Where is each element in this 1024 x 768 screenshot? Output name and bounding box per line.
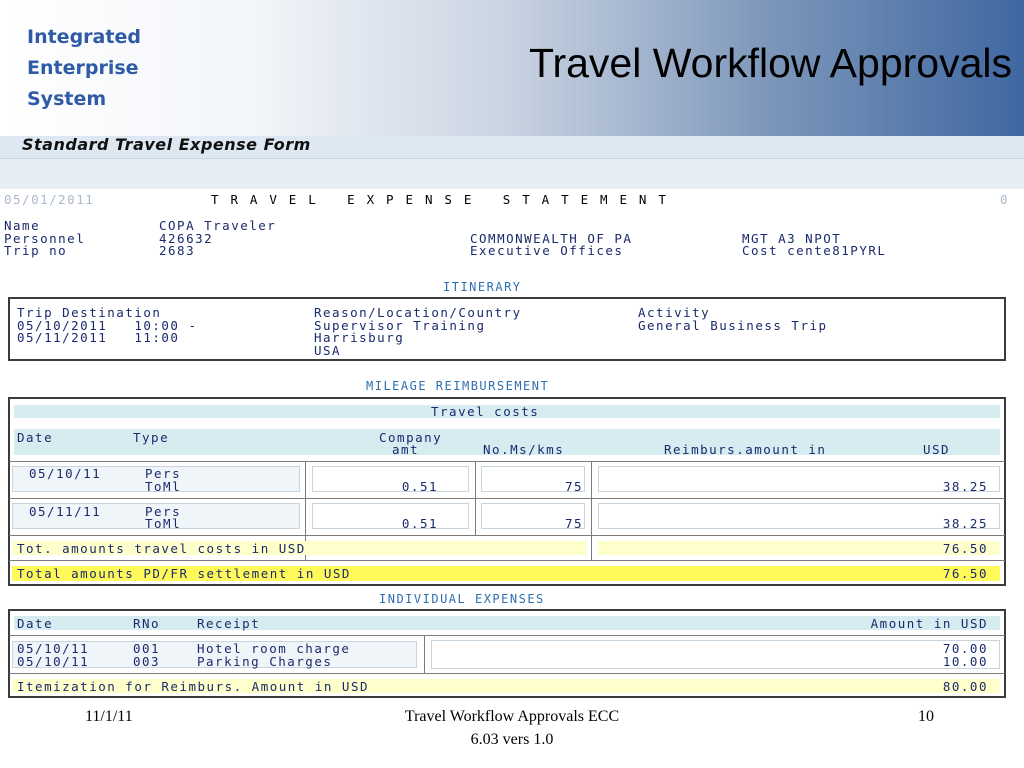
- expense-row-receipt: Hotel room charge: [197, 641, 351, 656]
- divider: [9, 535, 1005, 536]
- name-label: Name: [4, 218, 41, 233]
- expense-row-date: 05/10/11: [17, 641, 90, 656]
- itinerary-end: 05/11/2011 11:00: [17, 330, 180, 345]
- itinerary-header-activity: Activity: [638, 305, 711, 320]
- org-name: COMMONWEALTH OF PA: [470, 231, 633, 246]
- itinerary-location: Harrisburg: [314, 330, 405, 345]
- org-code: MGT A3 NPOT: [742, 231, 842, 246]
- expense-amount-value: 70.00: [942, 641, 988, 656]
- mileage-header-date: Date: [17, 430, 54, 445]
- mileage-header-type: Type: [133, 430, 170, 445]
- divider: [9, 673, 1005, 674]
- slide-title: Travel Workflow Approvals: [528, 40, 1012, 86]
- reimb-amount-value: 38.25: [942, 479, 988, 494]
- form-title: Standard Travel Expense Form: [22, 135, 311, 154]
- itinerary-header-destination: Trip Destination: [17, 305, 162, 320]
- mileage-header-reimb: Reimburs.amount in: [664, 442, 827, 457]
- kms-value: 75: [564, 479, 583, 494]
- mileage-row-date: 05/11/11: [29, 504, 102, 519]
- settlement-total-label: Total amounts PD/FR settlement in USD: [17, 566, 351, 581]
- kms-value: 75: [564, 516, 583, 531]
- expense-row-rno: 003: [133, 654, 161, 669]
- itinerary-country: USA: [314, 343, 342, 358]
- expense-amount-value: 10.00: [942, 654, 988, 669]
- mileage-row-type: Pers: [145, 466, 182, 481]
- mileage-header-currency: USD: [923, 442, 951, 457]
- itinerary-activity: General Business Trip: [638, 318, 828, 333]
- footer-center-line2: 6.03 vers 1.0: [470, 731, 554, 748]
- statement-title: T R A V E L E X P E N S E S T A T E M E N T: [211, 192, 669, 207]
- expense-row-receipt: Parking Charges: [197, 654, 333, 669]
- mileage-header-amt: amt: [392, 442, 420, 457]
- expenses-header-amount: Amount in USD: [870, 616, 988, 631]
- mileage-row-type: Pers: [145, 504, 182, 519]
- footer-center-line1: Travel Workflow Approvals ECC: [404, 708, 620, 725]
- mileage-row-subtype: ToMl: [145, 479, 182, 494]
- statement-strip: [0, 159, 1024, 189]
- statement-right: 0: [1000, 192, 1010, 207]
- travel-costs-label: Travel costs: [431, 404, 540, 419]
- expense-row-date: 05/10/11: [17, 654, 90, 669]
- divider: [9, 498, 1005, 499]
- divider: [9, 560, 1005, 561]
- mileage-row-subtype: ToMl: [145, 516, 182, 531]
- department: Executive Offices: [470, 243, 624, 258]
- itinerary-title: ITINERARY: [443, 280, 522, 294]
- itemization-value: 80.00: [942, 679, 988, 694]
- footer-date: 11/1/11: [85, 708, 133, 725]
- trip-no-label: Trip no: [4, 243, 68, 258]
- mileage-header-kms: No.Ms/kms: [483, 442, 565, 457]
- expenses-header-rno: RNo: [133, 616, 161, 631]
- itinerary-reason: Supervisor Training: [314, 318, 486, 333]
- divider: [591, 461, 592, 560]
- itinerary-start: 05/10/2011 10:00 -: [17, 318, 198, 333]
- divider: [9, 635, 1005, 636]
- reimb-amount-value: 38.25: [942, 516, 988, 531]
- form-header-bar: [0, 136, 1024, 159]
- expense-row-rno: 001: [133, 641, 161, 656]
- logo-line: Integrated: [27, 26, 141, 48]
- mileage-header-company: Company: [379, 430, 443, 445]
- mileage-title: MILEAGE REIMBURSEMENT: [366, 379, 550, 393]
- travel-costs-total-label: Tot. amounts travel costs in USD: [17, 541, 306, 556]
- statement-date: 05/01/2011: [4, 192, 95, 207]
- name-value: COPA Traveler: [159, 218, 277, 233]
- cost-center: Cost cente81PYRL: [742, 243, 887, 258]
- company-amt-value: 0.51: [401, 516, 438, 531]
- itinerary-header-reason: Reason/Location/Country: [314, 305, 522, 320]
- logo-line: Enterprise: [27, 57, 139, 79]
- divider: [9, 461, 1005, 462]
- expenses-header-receipt: Receipt: [197, 616, 261, 631]
- itemization-label: Itemization for Reimburs. Amount in USD: [17, 679, 369, 694]
- travel-costs-total-value: 76.50: [942, 541, 988, 556]
- company-amt-value: 0.51: [401, 479, 438, 494]
- settlement-total-value: 76.50: [942, 566, 988, 581]
- footer-page-number: 10: [918, 708, 934, 725]
- trip-no-value: 2683: [159, 243, 196, 258]
- personnel-value: 426632: [159, 231, 214, 246]
- logo: [27, 22, 141, 115]
- expenses-header-date: Date: [17, 616, 54, 631]
- logo-line: System: [27, 88, 107, 110]
- personnel-label: Personnel: [4, 231, 86, 246]
- divider: [424, 635, 425, 673]
- mileage-row-date: 05/10/11: [29, 466, 102, 481]
- expenses-title: INDIVIDUAL EXPENSES: [379, 592, 545, 606]
